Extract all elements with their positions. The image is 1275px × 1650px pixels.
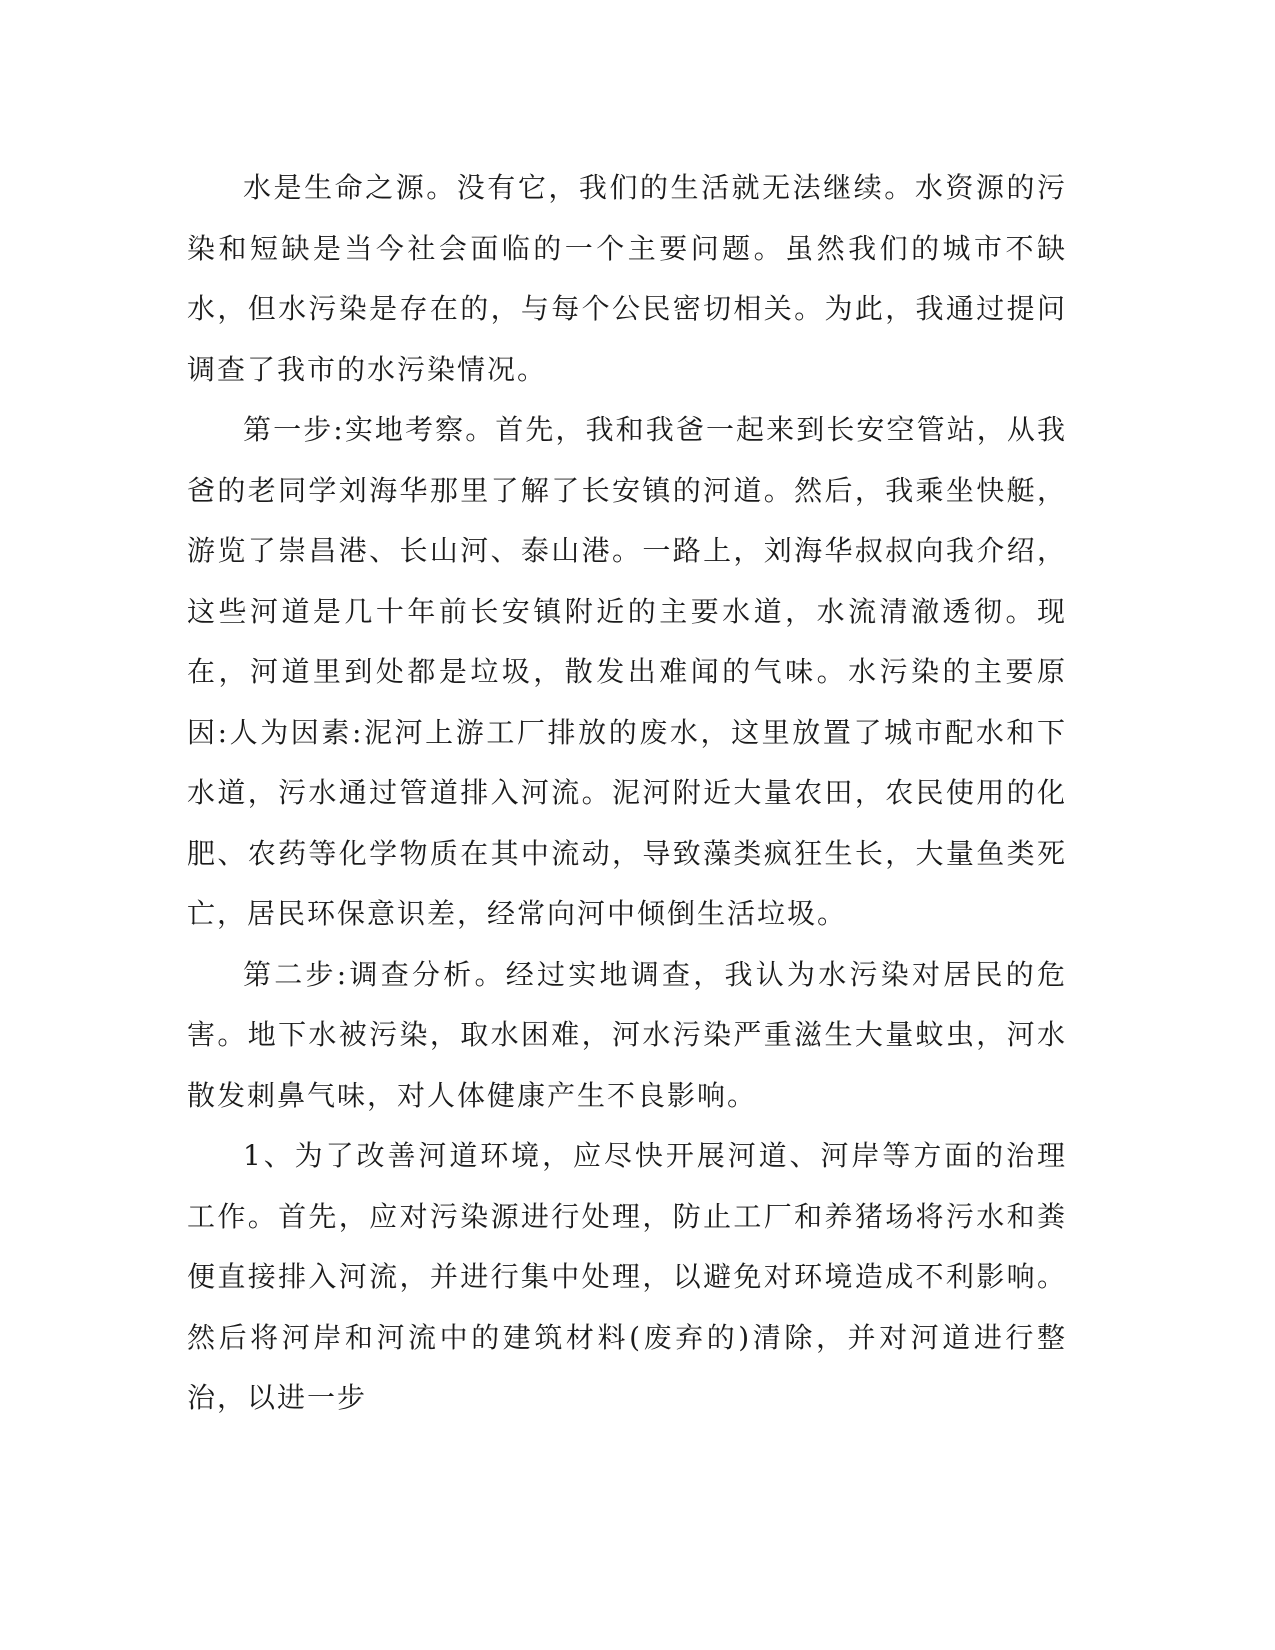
paragraph-intro: 水是生命之源。没有它，我们的生活就无法继续。水资源的污染和短缺是当今社会面临的一个主要问题。虽然我们的城市不缺水，但水污染是存在的，与每个公民密切相关。为此，我通过提问调查了我市的水污染情况。 [187, 171, 1067, 386]
paragraph-step-one: 第一步:实地考察。首先，我和我爸一起来到长安空管站，从我爸的老同学刘海华那里了解了长安镇的河道。然后，我乘坐快艇，游览了崇昌港、长山河、泰山港。一路上，刘海华叔叔向我介绍，这些河道是几十年前长安镇附近的主要水道，水流清澈透彻。现在，河道里到处都是垃圾，散发出难闻的气味。水污染的主要原因:人为因素:泥河上游工厂排放的废水，这里放置了城市配水和下水道，污水通过管道排入河流。泥河附近大量农田，农民使用的化肥、农药等化学物质在其中流动，导致藻类疯狂生长，大量鱼类死亡，居民环保意识差，经常向河中倾倒生活垃圾。 [187, 413, 1067, 930]
paragraph-step-two: 第二步:调查分析。经过实地调查，我认为水污染对居民的危害。地下水被污染，取水困难，河水污染严重滋生大量蚊虫，河水散发刺鼻气味，对人体健康产生不良影响。 [187, 957, 1067, 1112]
paragraph-item-one: 1、为了改善河道环境，应尽快开展河道、河岸等方面的治理工作。首先，应对污染源进行处理，防止工厂和养猪场将污水和粪便直接排入河流，并进行集中处理，以避免对环境造成不利影响。然后将河岸和河流中的建筑材料(废弃的)清除，并对河道进行整治，以进一步 [187, 1139, 1067, 1414]
document-body [187, 158, 1067, 1429]
